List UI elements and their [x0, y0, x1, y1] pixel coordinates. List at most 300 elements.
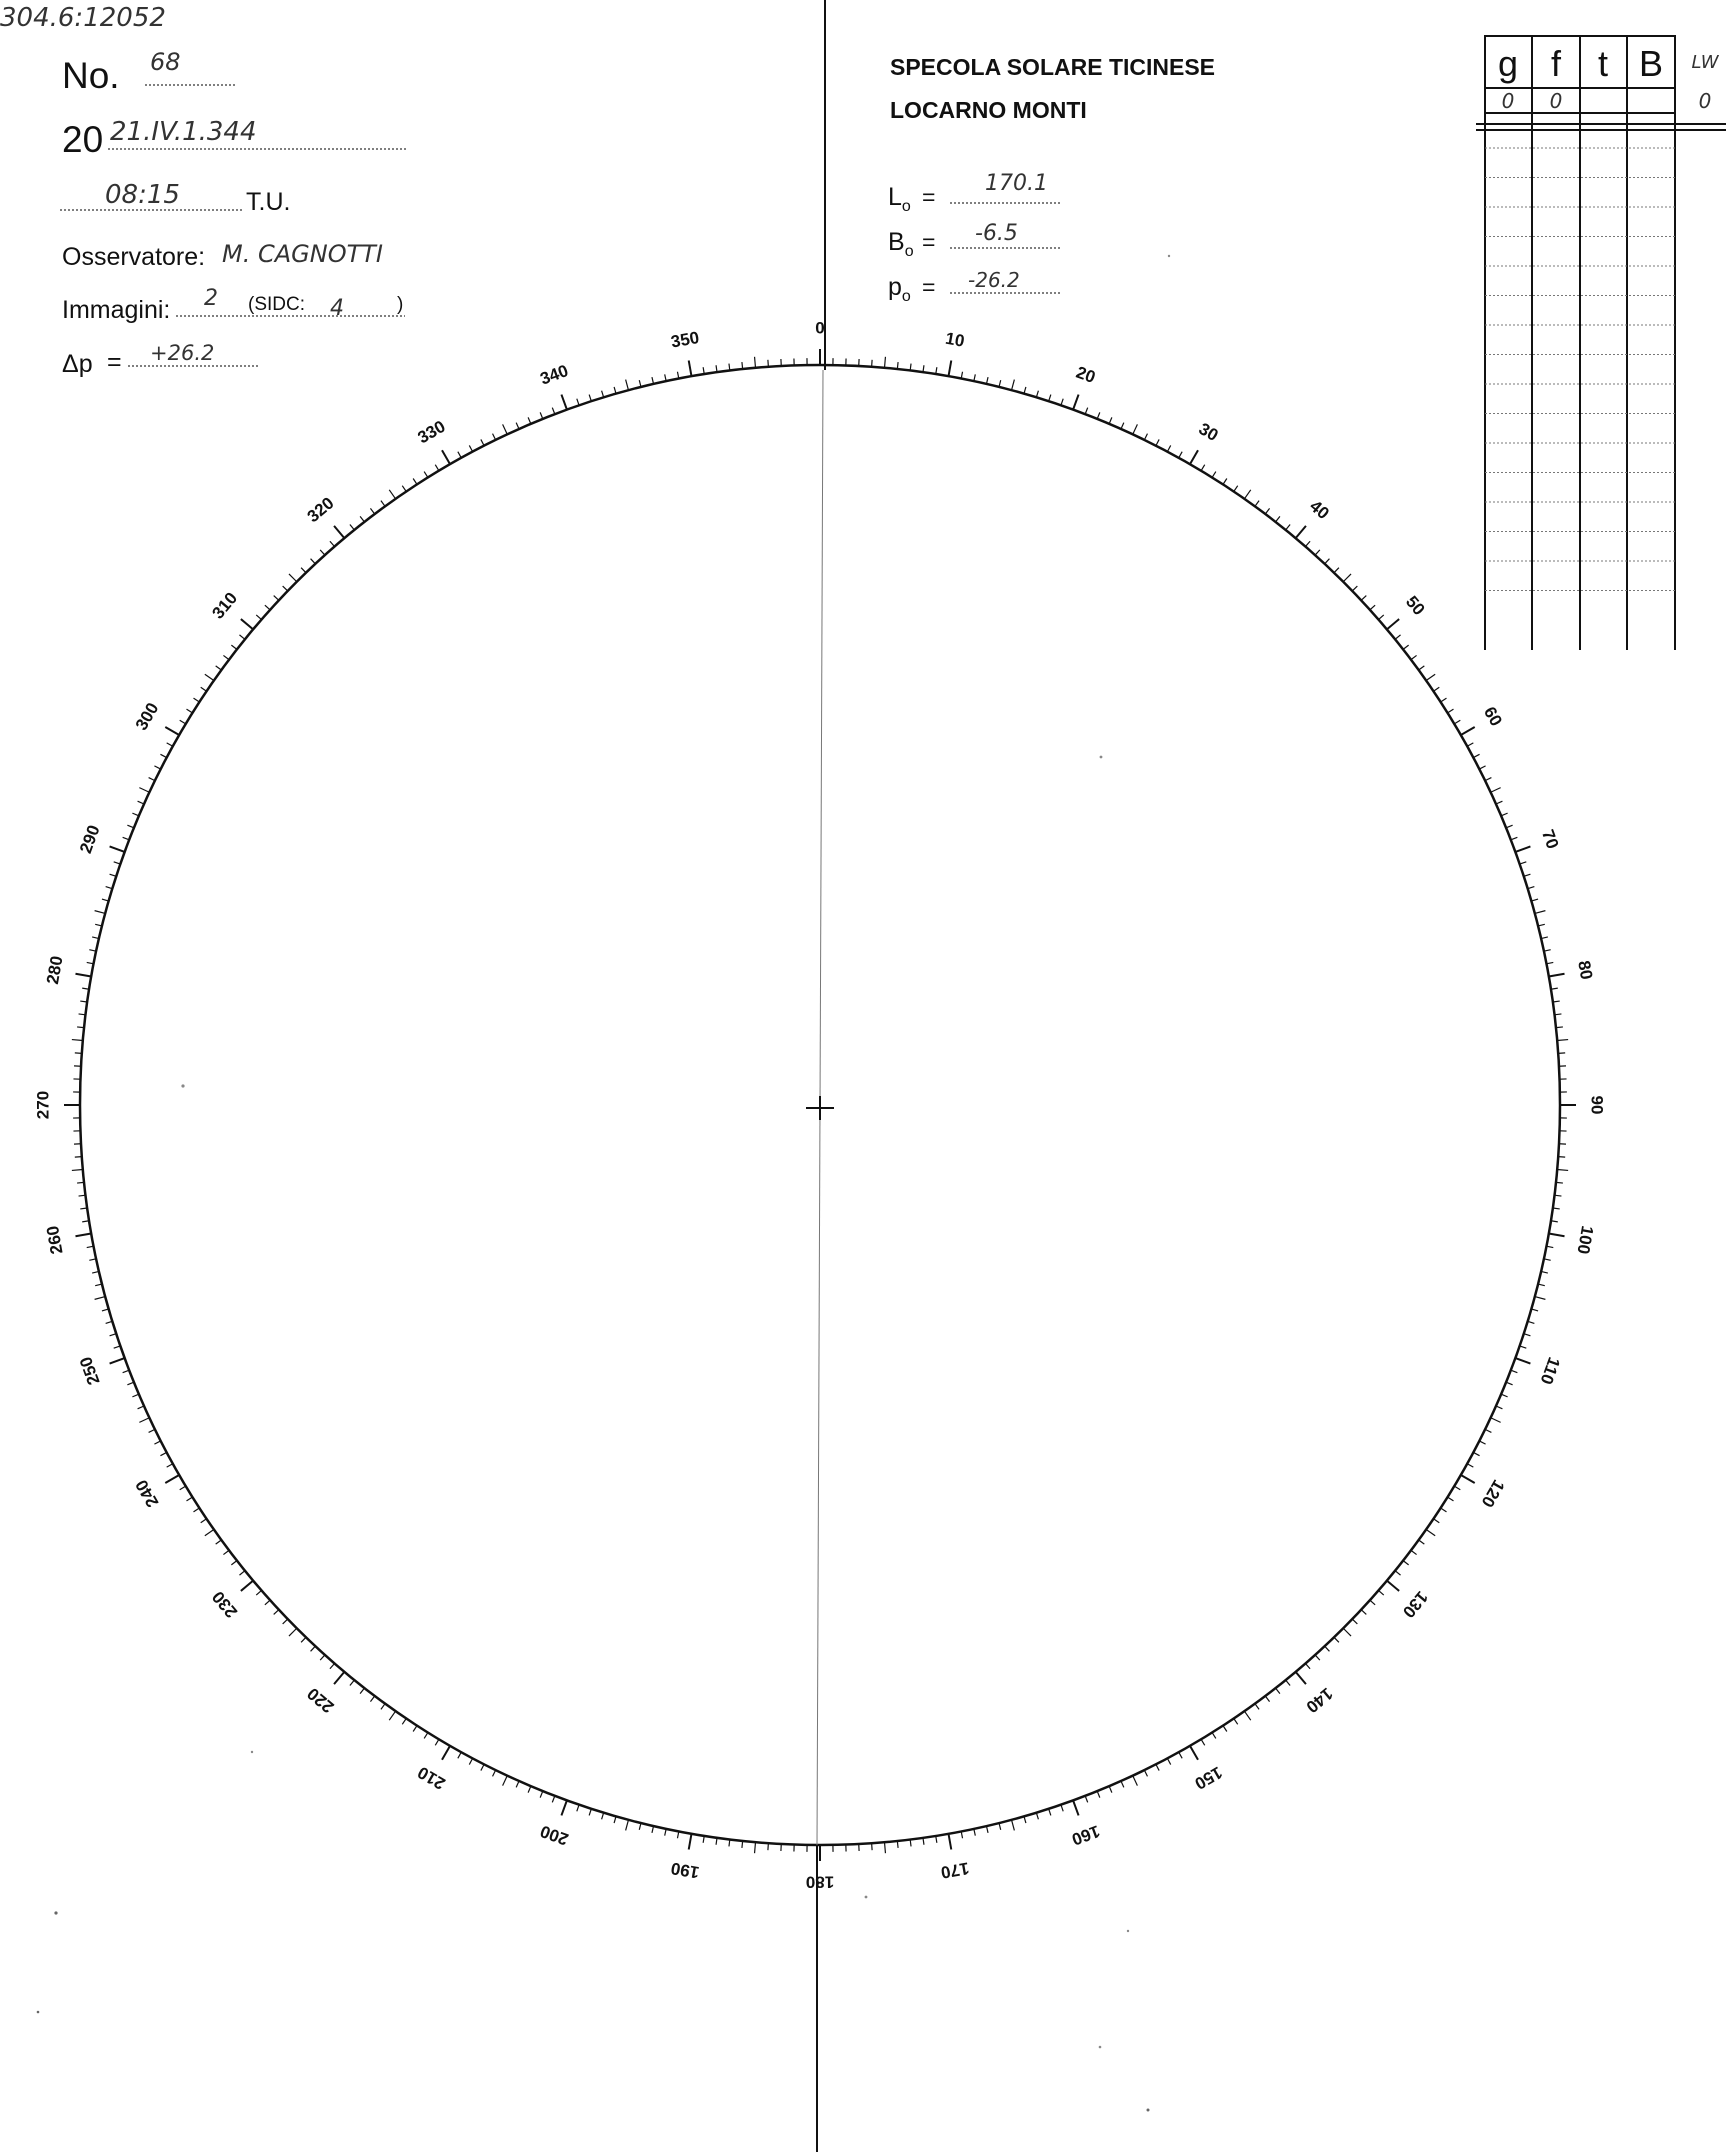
disk-angle-label: 280	[42, 954, 67, 986]
disk-tick	[639, 380, 641, 387]
disk-tick	[999, 1823, 1001, 1830]
disk-tick	[1485, 778, 1491, 781]
disk-angle-label: 120	[1477, 1476, 1509, 1511]
disk-tick	[1479, 766, 1485, 769]
disk-tick	[1049, 395, 1051, 402]
disk-tick	[239, 635, 244, 639]
disk-angle-label: 310	[208, 588, 242, 623]
disk-tick	[95, 1297, 106, 1300]
speck	[54, 1911, 57, 1914]
disk-tick	[216, 1540, 222, 1544]
disk-tick	[1524, 1334, 1531, 1336]
disk-tick	[114, 1346, 121, 1348]
disk-tick	[1433, 1519, 1439, 1523]
disk-angle-label: 50	[1401, 592, 1429, 619]
disk-angle-label: 60	[1479, 703, 1506, 730]
disk-tick	[350, 524, 354, 529]
institution-line-2: LOCARNO MONTI	[890, 97, 1087, 123]
disk-tick	[1535, 1297, 1546, 1300]
disk-tick	[165, 727, 179, 735]
disk-tick	[1212, 472, 1216, 478]
disk-tick	[1454, 720, 1460, 724]
disk-tick	[1255, 501, 1259, 507]
disk-tick	[381, 501, 385, 507]
dp-value: +26.2	[150, 341, 215, 365]
disk-angle-label: 350	[669, 327, 701, 352]
disk-tick	[413, 1726, 417, 1732]
disk-tick	[274, 1610, 279, 1615]
disk-tick	[330, 541, 335, 546]
disk-tick	[194, 1508, 200, 1512]
sidc-close: )	[397, 294, 404, 315]
disk-tick	[974, 1829, 975, 1836]
disk-tick	[1461, 1475, 1475, 1483]
disk-tick	[1419, 1540, 1425, 1544]
disk-tick	[1403, 1561, 1409, 1565]
disk-tick	[577, 399, 579, 406]
disk-tick	[1167, 1758, 1170, 1764]
disk-tick	[132, 1394, 138, 1397]
disk-tick	[755, 1842, 756, 1853]
dp-label: Δp	[62, 350, 93, 378]
disk-tick	[516, 1781, 519, 1787]
ephemeris-L-value: 170.1	[985, 171, 1048, 196]
disk-angle-label: 150	[1191, 1762, 1226, 1794]
disk-tick	[1511, 1370, 1518, 1373]
disk-tick	[123, 1370, 130, 1373]
disk-tick	[289, 1628, 297, 1636]
disk-tick	[1156, 439, 1159, 445]
tu-label: T.U.	[246, 188, 291, 216]
disk-angle-label: 40	[1306, 496, 1333, 524]
table-header-f: f	[1550, 43, 1562, 84]
disk-angle-label: 10	[943, 328, 966, 351]
disk-tick	[1133, 1776, 1138, 1786]
disk-tick	[1520, 1346, 1527, 1348]
disk-tick	[540, 412, 543, 418]
disk-angle-label: 70	[1537, 827, 1563, 852]
disk-tick	[256, 1590, 261, 1595]
disk-tick	[1419, 666, 1425, 670]
disk-tick	[110, 874, 117, 876]
disk-tick	[481, 1764, 484, 1770]
disk-tick	[1485, 1429, 1491, 1432]
disk-tick	[897, 1841, 898, 1848]
disk-tick	[1223, 479, 1227, 485]
disk-tick	[79, 1195, 86, 1196]
disk-tick	[1501, 1394, 1507, 1397]
disk-tick	[1179, 452, 1182, 458]
disk-tick	[1244, 1711, 1250, 1720]
disk-tick	[1097, 412, 1100, 418]
disk-tick	[1557, 1040, 1568, 1041]
disk-tick	[1352, 586, 1357, 591]
disk-tick	[1544, 950, 1551, 951]
disk-angle-label: 20	[1073, 362, 1098, 388]
disk-tick	[1515, 846, 1530, 851]
disk-tick	[689, 1834, 692, 1850]
disk-tick	[589, 1809, 591, 1816]
disk-tick	[160, 754, 166, 757]
disk-tick	[127, 825, 133, 828]
disk-angle-label: 250	[76, 1354, 104, 1388]
disk-tick	[72, 1040, 83, 1041]
disk-tick	[1403, 645, 1409, 649]
disk-tick	[885, 357, 886, 368]
disk-tick	[77, 1182, 84, 1183]
dp-equals: =	[107, 348, 122, 376]
disk-tick	[311, 559, 316, 564]
speck	[1100, 756, 1103, 759]
disk-tick	[442, 450, 450, 464]
disk-tick	[95, 911, 106, 914]
disk-tick	[1361, 596, 1366, 601]
disk-tick	[1061, 399, 1063, 406]
disk-angle-label: 30	[1195, 419, 1222, 446]
sidc-label: (SIDC:	[248, 294, 305, 315]
disk-tick	[1506, 825, 1512, 828]
disk-tick	[1109, 417, 1112, 423]
disk-tick	[1296, 526, 1306, 538]
speck	[1147, 2109, 1150, 2112]
disk-tick	[231, 645, 237, 649]
observer-label: Osservatore:	[62, 243, 206, 271]
disk-tick	[231, 1561, 237, 1565]
disk-tick	[187, 1497, 193, 1501]
disk-tick	[1352, 1619, 1357, 1624]
disk-tick	[402, 486, 406, 492]
disk-tick	[1144, 1770, 1147, 1776]
disk-tick	[1325, 1646, 1330, 1651]
disk-angle-label: 340	[537, 361, 571, 389]
disk-tick	[1426, 1529, 1435, 1535]
year-prefix: 20	[62, 119, 104, 160]
disk-tick	[1286, 1680, 1290, 1685]
disk-tick	[241, 619, 253, 629]
disk-tick	[1343, 1628, 1351, 1636]
disk-tick	[1433, 687, 1439, 691]
disk-tick	[360, 1688, 364, 1694]
disk-tick	[1506, 1382, 1512, 1385]
disk-tick	[1538, 924, 1545, 926]
disk-tick	[1073, 395, 1078, 410]
disk-tick	[75, 1234, 91, 1237]
disk-tick	[755, 357, 756, 368]
disk-angle-label: 290	[76, 822, 104, 856]
disk-tick	[1528, 887, 1535, 889]
counts-table	[1476, 36, 1726, 650]
disk-tick	[1395, 635, 1400, 639]
disk-tick	[469, 1758, 472, 1764]
disk-tick	[1286, 524, 1290, 529]
disk-tick	[77, 1027, 84, 1028]
disk-tick	[72, 1170, 83, 1171]
disk-tick	[1411, 655, 1417, 659]
disk-angle-label: 110	[1536, 1354, 1564, 1387]
disk-angle-label: 210	[414, 1762, 449, 1794]
disk-tick	[1461, 727, 1475, 735]
disk-tick	[1441, 698, 1447, 702]
no-label: No.	[62, 55, 120, 96]
disk-tick	[552, 408, 555, 415]
disk-tick	[95, 1284, 102, 1286]
disk-tick	[1212, 1733, 1216, 1739]
disk-tick	[1361, 1610, 1366, 1615]
disk-tick	[216, 666, 222, 670]
disk-tick	[1133, 424, 1138, 434]
disk-angle-label: 330	[414, 416, 449, 448]
disk-tick	[1395, 1571, 1400, 1575]
disk-tick	[602, 1813, 604, 1820]
disk-tick	[910, 364, 911, 371]
disk-tick	[469, 445, 472, 451]
disk-tick	[1234, 486, 1238, 492]
disk-tick	[194, 698, 200, 702]
disk-tick	[1144, 434, 1147, 440]
disk-tick	[639, 1823, 641, 1830]
disk-tick	[665, 1829, 666, 1836]
institution-line-1: SPECOLA SOLARE TICINESE	[890, 54, 1216, 80]
disk-tick	[1179, 1752, 1182, 1758]
disk-tick	[1334, 1637, 1339, 1642]
disk-tick	[1387, 1581, 1399, 1591]
disk-tick	[1121, 423, 1124, 429]
disk-tick	[949, 1834, 952, 1850]
disk-tick	[1491, 1418, 1501, 1423]
speck	[1127, 1930, 1129, 1932]
disk-tick	[350, 1680, 354, 1685]
disk-angle-label: 300	[131, 699, 163, 734]
disk-tick	[458, 1752, 461, 1758]
disk-tick	[92, 937, 99, 939]
date-value: 21.IV.1.344	[110, 117, 257, 147]
disk-tick	[742, 1841, 743, 1848]
disk-tick	[503, 424, 508, 434]
disk-tick	[330, 1663, 335, 1668]
disk-tick	[95, 924, 102, 926]
disk-tick	[89, 950, 96, 951]
disk-tick	[1012, 1820, 1015, 1831]
disk-tick	[1554, 1195, 1561, 1196]
ephemeris-p-value: -26.2	[968, 268, 1020, 292]
disk-tick	[742, 362, 743, 369]
disk-tick	[1305, 541, 1310, 546]
disk-tick	[1549, 974, 1565, 977]
disk-tick	[1190, 1746, 1198, 1760]
disk-tick	[1535, 911, 1546, 914]
disk-tick	[301, 568, 306, 573]
disk-tick	[1061, 1805, 1063, 1812]
disk-angle-label: 140	[1302, 1683, 1337, 1717]
disk-tick	[435, 1739, 439, 1745]
disk-tick	[1073, 1800, 1078, 1815]
disk-angle-label: 100	[1573, 1224, 1598, 1256]
archive-stamp: 304.6:12052	[0, 3, 166, 33]
disk-tick	[1255, 1704, 1259, 1710]
disk-tick	[974, 374, 975, 381]
disk-tick	[652, 377, 654, 384]
disk-tick	[1265, 508, 1269, 514]
disk-tick	[1441, 1508, 1447, 1512]
disk-tick	[1528, 1321, 1535, 1323]
speck	[37, 2011, 40, 2014]
disk-tick	[1473, 754, 1479, 757]
disk-angle-label: 0	[815, 318, 825, 338]
disk-tick	[1049, 1809, 1051, 1816]
disk-tick	[1557, 1170, 1568, 1171]
disk-tick	[149, 778, 155, 781]
disk-tick	[283, 586, 288, 591]
disk-tick	[986, 377, 988, 384]
ephemeris-B-value: -6.5	[975, 221, 1018, 246]
disk-tick	[1515, 1358, 1530, 1363]
disk-tick	[413, 479, 417, 485]
disk-tick	[652, 1826, 654, 1833]
disk-tick	[381, 1704, 385, 1710]
disk-tick	[1296, 1672, 1306, 1684]
disk-tick	[167, 1464, 173, 1467]
disk-tick	[1085, 408, 1088, 415]
disk-tick	[1511, 837, 1518, 840]
disk-tick	[114, 862, 121, 864]
disk-tick	[910, 1839, 911, 1846]
ephemeris-L-symbol: $L_o$	[888, 183, 911, 215]
disk-tick	[92, 1271, 99, 1273]
disk-tick	[528, 417, 531, 423]
disk-tick	[1156, 1764, 1159, 1770]
disk-angle-label: 240	[131, 1476, 163, 1511]
disk-tick	[223, 655, 229, 659]
disk-tick	[540, 1791, 543, 1797]
table-cell-g: 0	[1501, 89, 1515, 113]
disk-angle-label: 200	[537, 1821, 571, 1849]
disk-tick	[589, 395, 591, 402]
disk-tick	[283, 1619, 288, 1624]
disk-tick	[1370, 1600, 1375, 1605]
disk-tick	[1234, 1718, 1238, 1724]
disk-tick	[1473, 1452, 1479, 1455]
disk-tick	[1370, 605, 1375, 610]
disk-angle-label: 180	[805, 1872, 835, 1892]
ephemeris-B-equals: =	[922, 229, 936, 255]
disk-tick	[110, 846, 125, 851]
disk-tick	[138, 801, 144, 804]
disk-tick	[729, 1839, 730, 1846]
disk-tick	[424, 1733, 428, 1739]
disk-tick	[1190, 450, 1198, 464]
disk-tick	[370, 1696, 374, 1702]
ephemeris-p-equals: =	[922, 274, 936, 300]
disk-tick	[301, 1637, 306, 1642]
disk-tick	[360, 516, 364, 522]
table-cell-f: 0	[1549, 89, 1563, 113]
disk-tick	[1411, 1550, 1417, 1554]
disk-tick	[458, 452, 461, 458]
disk-tick	[1305, 1663, 1310, 1668]
disk-tick	[1167, 445, 1170, 451]
disk-tick	[75, 974, 91, 977]
disk-tick	[132, 813, 138, 816]
disk-tick	[1538, 1284, 1545, 1286]
disk-tick	[110, 1334, 117, 1336]
disk-tick	[334, 1672, 344, 1684]
disk-tick	[180, 720, 186, 724]
disk-tick	[689, 360, 692, 376]
disk-tick	[334, 526, 344, 538]
disk-tick	[1524, 874, 1531, 876]
disk-tick	[1387, 619, 1399, 629]
disk-tick	[1448, 1497, 1454, 1501]
disk-tick	[239, 1571, 244, 1575]
ephemeris-block	[888, 171, 1060, 305]
disk-tick	[1201, 465, 1205, 471]
disk-tick	[1109, 1786, 1112, 1792]
speck	[1168, 255, 1170, 257]
disk-tick	[577, 1805, 579, 1812]
disk-tick	[201, 687, 207, 691]
disk-tick	[1378, 1590, 1383, 1595]
disk-tick	[180, 1486, 186, 1490]
disk-tick	[1315, 1655, 1320, 1660]
disk-angle-label: 260	[42, 1224, 67, 1256]
disk-tick	[442, 1746, 450, 1760]
disk-tick	[320, 1655, 325, 1660]
disk-tick	[1201, 1739, 1205, 1745]
disk-tick	[626, 1820, 629, 1831]
observer-value: M. CAGNOTTI	[222, 240, 383, 268]
disk-tick	[1554, 1014, 1561, 1015]
disk-tick	[154, 766, 160, 769]
disk-tick	[1012, 380, 1015, 391]
disk-tick	[1265, 1696, 1269, 1702]
disk-tick	[1541, 937, 1548, 939]
no-value: 68	[150, 48, 181, 76]
disk-tick	[1036, 1813, 1038, 1820]
disk-tick	[1544, 1259, 1551, 1260]
table-header-t: t	[1597, 43, 1609, 84]
disk-tick	[110, 1358, 125, 1363]
disk-tick	[1520, 862, 1527, 864]
disk-angle-label: 160	[1069, 1821, 1103, 1849]
disk-tick	[139, 1418, 149, 1423]
speck	[251, 1751, 253, 1753]
disk-tick	[424, 472, 428, 478]
disk-tick	[223, 1550, 229, 1554]
disk-tick	[528, 1786, 531, 1792]
disk-tick	[1479, 1441, 1485, 1444]
disk-tick	[1121, 1781, 1124, 1787]
disk-tick	[1343, 574, 1351, 582]
disk-tick	[311, 1646, 316, 1651]
disk-tick	[1325, 559, 1330, 564]
disk-tick	[1541, 1271, 1548, 1273]
disk-tick	[256, 615, 261, 620]
disk-tick	[999, 380, 1001, 387]
disk-tick	[1223, 1726, 1227, 1732]
disk-tick	[274, 596, 279, 601]
disk-tick	[561, 1800, 566, 1815]
disk-tick	[986, 1826, 988, 1833]
disk-tick	[205, 1529, 214, 1535]
disk-tick	[106, 1321, 113, 1323]
table-side-header: LW	[1691, 52, 1719, 73]
disk-angle-label: 80	[1574, 959, 1597, 982]
disk-tick	[165, 1475, 179, 1483]
disk-tick	[1467, 743, 1473, 746]
scan-specks	[37, 255, 1171, 2112]
ephemeris-p-symbol: $p_o$	[888, 273, 911, 305]
speck	[1099, 2046, 1102, 2049]
